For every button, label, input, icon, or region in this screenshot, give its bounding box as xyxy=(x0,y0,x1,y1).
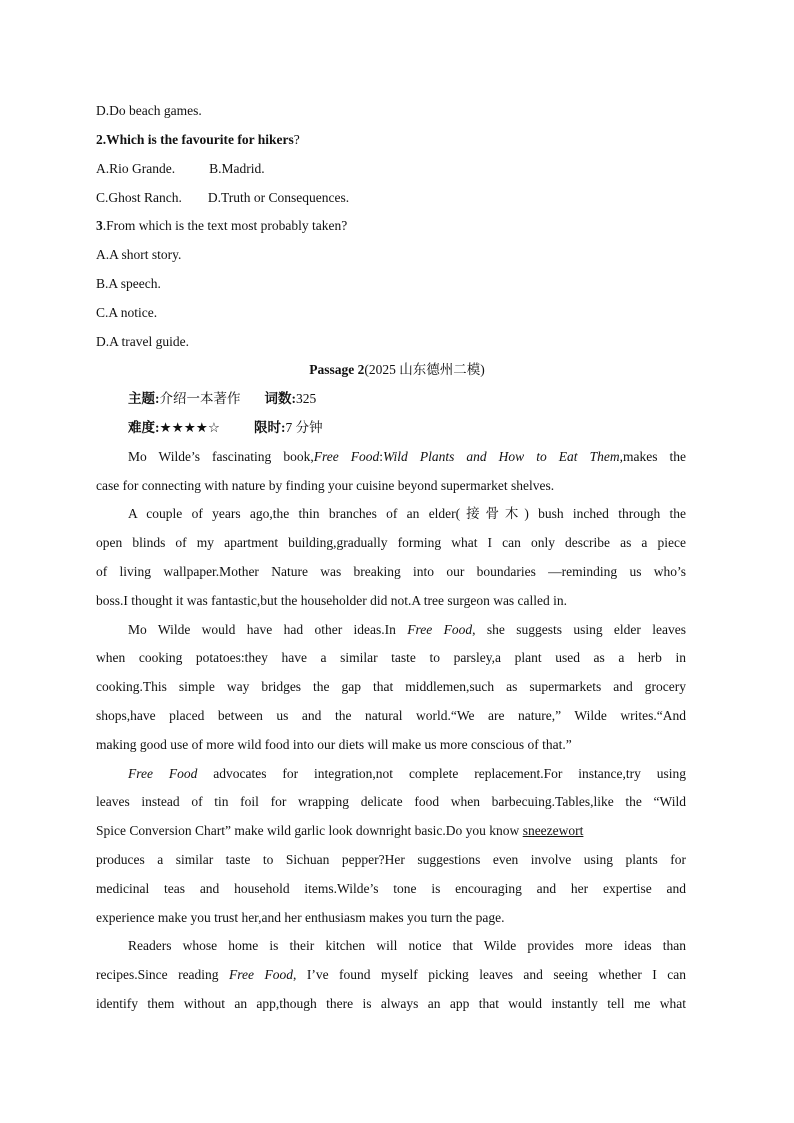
q3-stem-text: .From which is the text most probably taken? xyxy=(102,218,348,233)
passage-meta-2 xyxy=(128,419,323,437)
p3-line-2: when cooking potatoes:they have a similar taste to parsley,a plant used as a herb in xyxy=(96,650,686,665)
p4-line-5: medicinal teas and household items.Wilde’s tone is encouraging and her expertise and xyxy=(96,881,686,896)
p4-line-2: leaves instead of tin foil for wrapping delicate food when barbecuing.Tables,like the “Wild xyxy=(96,794,686,809)
passage-heading xyxy=(0,361,794,379)
p3-line-1 xyxy=(128,621,686,639)
passage-meta-1 xyxy=(128,390,316,408)
q3-number: 3 xyxy=(96,218,103,233)
p5-line-1: Readers whose home is their kitchen will notice that Wilde provides more ideas than xyxy=(128,938,686,953)
theme-value: 介绍一本著作 xyxy=(159,391,241,406)
q2-option-c[interactable]: C.Ghost Ranch. xyxy=(96,190,182,205)
underlined-word-sneezewort: sneezewort xyxy=(522,823,584,838)
p5-line-2 xyxy=(96,966,686,984)
text: : xyxy=(379,449,384,464)
text: Spice Conversion Chart” make wild garlic look downright basic.Do you know xyxy=(96,823,523,838)
book-title: Free Food xyxy=(229,967,293,982)
q2-qmark: ? xyxy=(293,132,300,147)
word-count-label: 词数: xyxy=(264,391,296,406)
book-title: Free Food xyxy=(313,449,380,464)
text: , I’ve found myself picking leaves and seeing whether I can xyxy=(293,967,687,982)
p5-line-3: identify them without an app,though there is always an app that would instantly tell me what xyxy=(96,996,686,1011)
text: advocates for integration,not complete replacement.For instance,try using xyxy=(197,766,686,781)
p3-line-3: cooking.This simple way bridges the gap that middlemen,such as supermarkets and grocery xyxy=(96,679,686,694)
time-limit-value: 7 分钟 xyxy=(285,420,323,435)
book-title: Free Food xyxy=(407,622,473,637)
book-title: Free Food xyxy=(128,766,198,781)
q2-option-b[interactable]: B.Madrid. xyxy=(209,161,265,176)
q2-stem xyxy=(96,131,300,149)
q2-options-cd xyxy=(96,189,349,207)
p4-line-6: experience make you trust her,and her enthusiasm makes you turn the page. xyxy=(96,910,505,925)
p4-line-3 xyxy=(96,822,583,840)
p1-line-1 xyxy=(128,448,686,466)
text: , she suggests using elder leaves xyxy=(472,622,686,637)
q3-option-b[interactable]: B.A speech. xyxy=(96,276,161,291)
q3-stem xyxy=(96,217,347,235)
q2-number: 2 xyxy=(96,132,103,147)
q2-option-a[interactable]: A.Rio Grande. xyxy=(96,161,176,176)
difficulty-stars: ★★★★☆ xyxy=(159,420,221,435)
q3-option-c[interactable]: C.A notice. xyxy=(96,305,158,320)
text: Mo Wilde’s fascinating book, xyxy=(128,449,314,464)
p2-line-4: boss.I thought it was fantastic,but the householder did not.A tree surgeon was called in. xyxy=(96,593,568,608)
text: Mo Wilde would have had other ideas.In xyxy=(128,622,408,637)
p1-line-2: case for connecting with nature by finding your cuisine beyond supermarket shelves. xyxy=(96,478,555,493)
q2-options-ab xyxy=(96,160,265,178)
p3-line-5: making good use of more wild food into our diets will make us more conscious of that.” xyxy=(96,737,572,752)
time-limit-label: 限时: xyxy=(254,420,286,435)
p2-line-3: of living wallpaper.Mother Nature was breaking into our boundaries —reminding us who’s xyxy=(96,564,686,579)
difficulty-label: 难度: xyxy=(128,420,160,435)
word-count-value: 325 xyxy=(296,391,317,406)
passage-title: Passage 2 xyxy=(309,362,365,377)
text: recipes.Since reading xyxy=(96,967,230,982)
q2-option-d[interactable]: D.Truth or Consequences. xyxy=(207,190,350,205)
q3-option-d[interactable]: D.A travel guide. xyxy=(96,334,189,349)
p3-line-4: shops,have placed between us and the natural world.“We are nature,” Wilde writes.“And xyxy=(96,708,686,723)
q2-stem-text: .Which is the favourite for hikers xyxy=(102,132,294,147)
q1-option-d[interactable]: D.Do beach games. xyxy=(96,103,202,118)
text: ,makes the xyxy=(619,449,686,464)
p2-line-1: A couple of years ago,the thin branches of an elder(接骨木) bush inched through the xyxy=(128,506,686,521)
theme-label: 主题: xyxy=(128,391,160,406)
passage-source: (2025 山东德州二模) xyxy=(364,362,485,377)
q3-option-a[interactable]: A.A short story. xyxy=(96,247,182,262)
p4-line-4: produces a similar taste to Sichuan pepper?Her suggestions even involve using plants for xyxy=(96,852,686,867)
p2-line-2: open blinds of my apartment building,gradually forming what I can only describe as a piece xyxy=(96,535,686,550)
p4-line-1 xyxy=(128,765,686,783)
book-subtitle: Wild Plants and How to Eat Them xyxy=(383,449,620,464)
